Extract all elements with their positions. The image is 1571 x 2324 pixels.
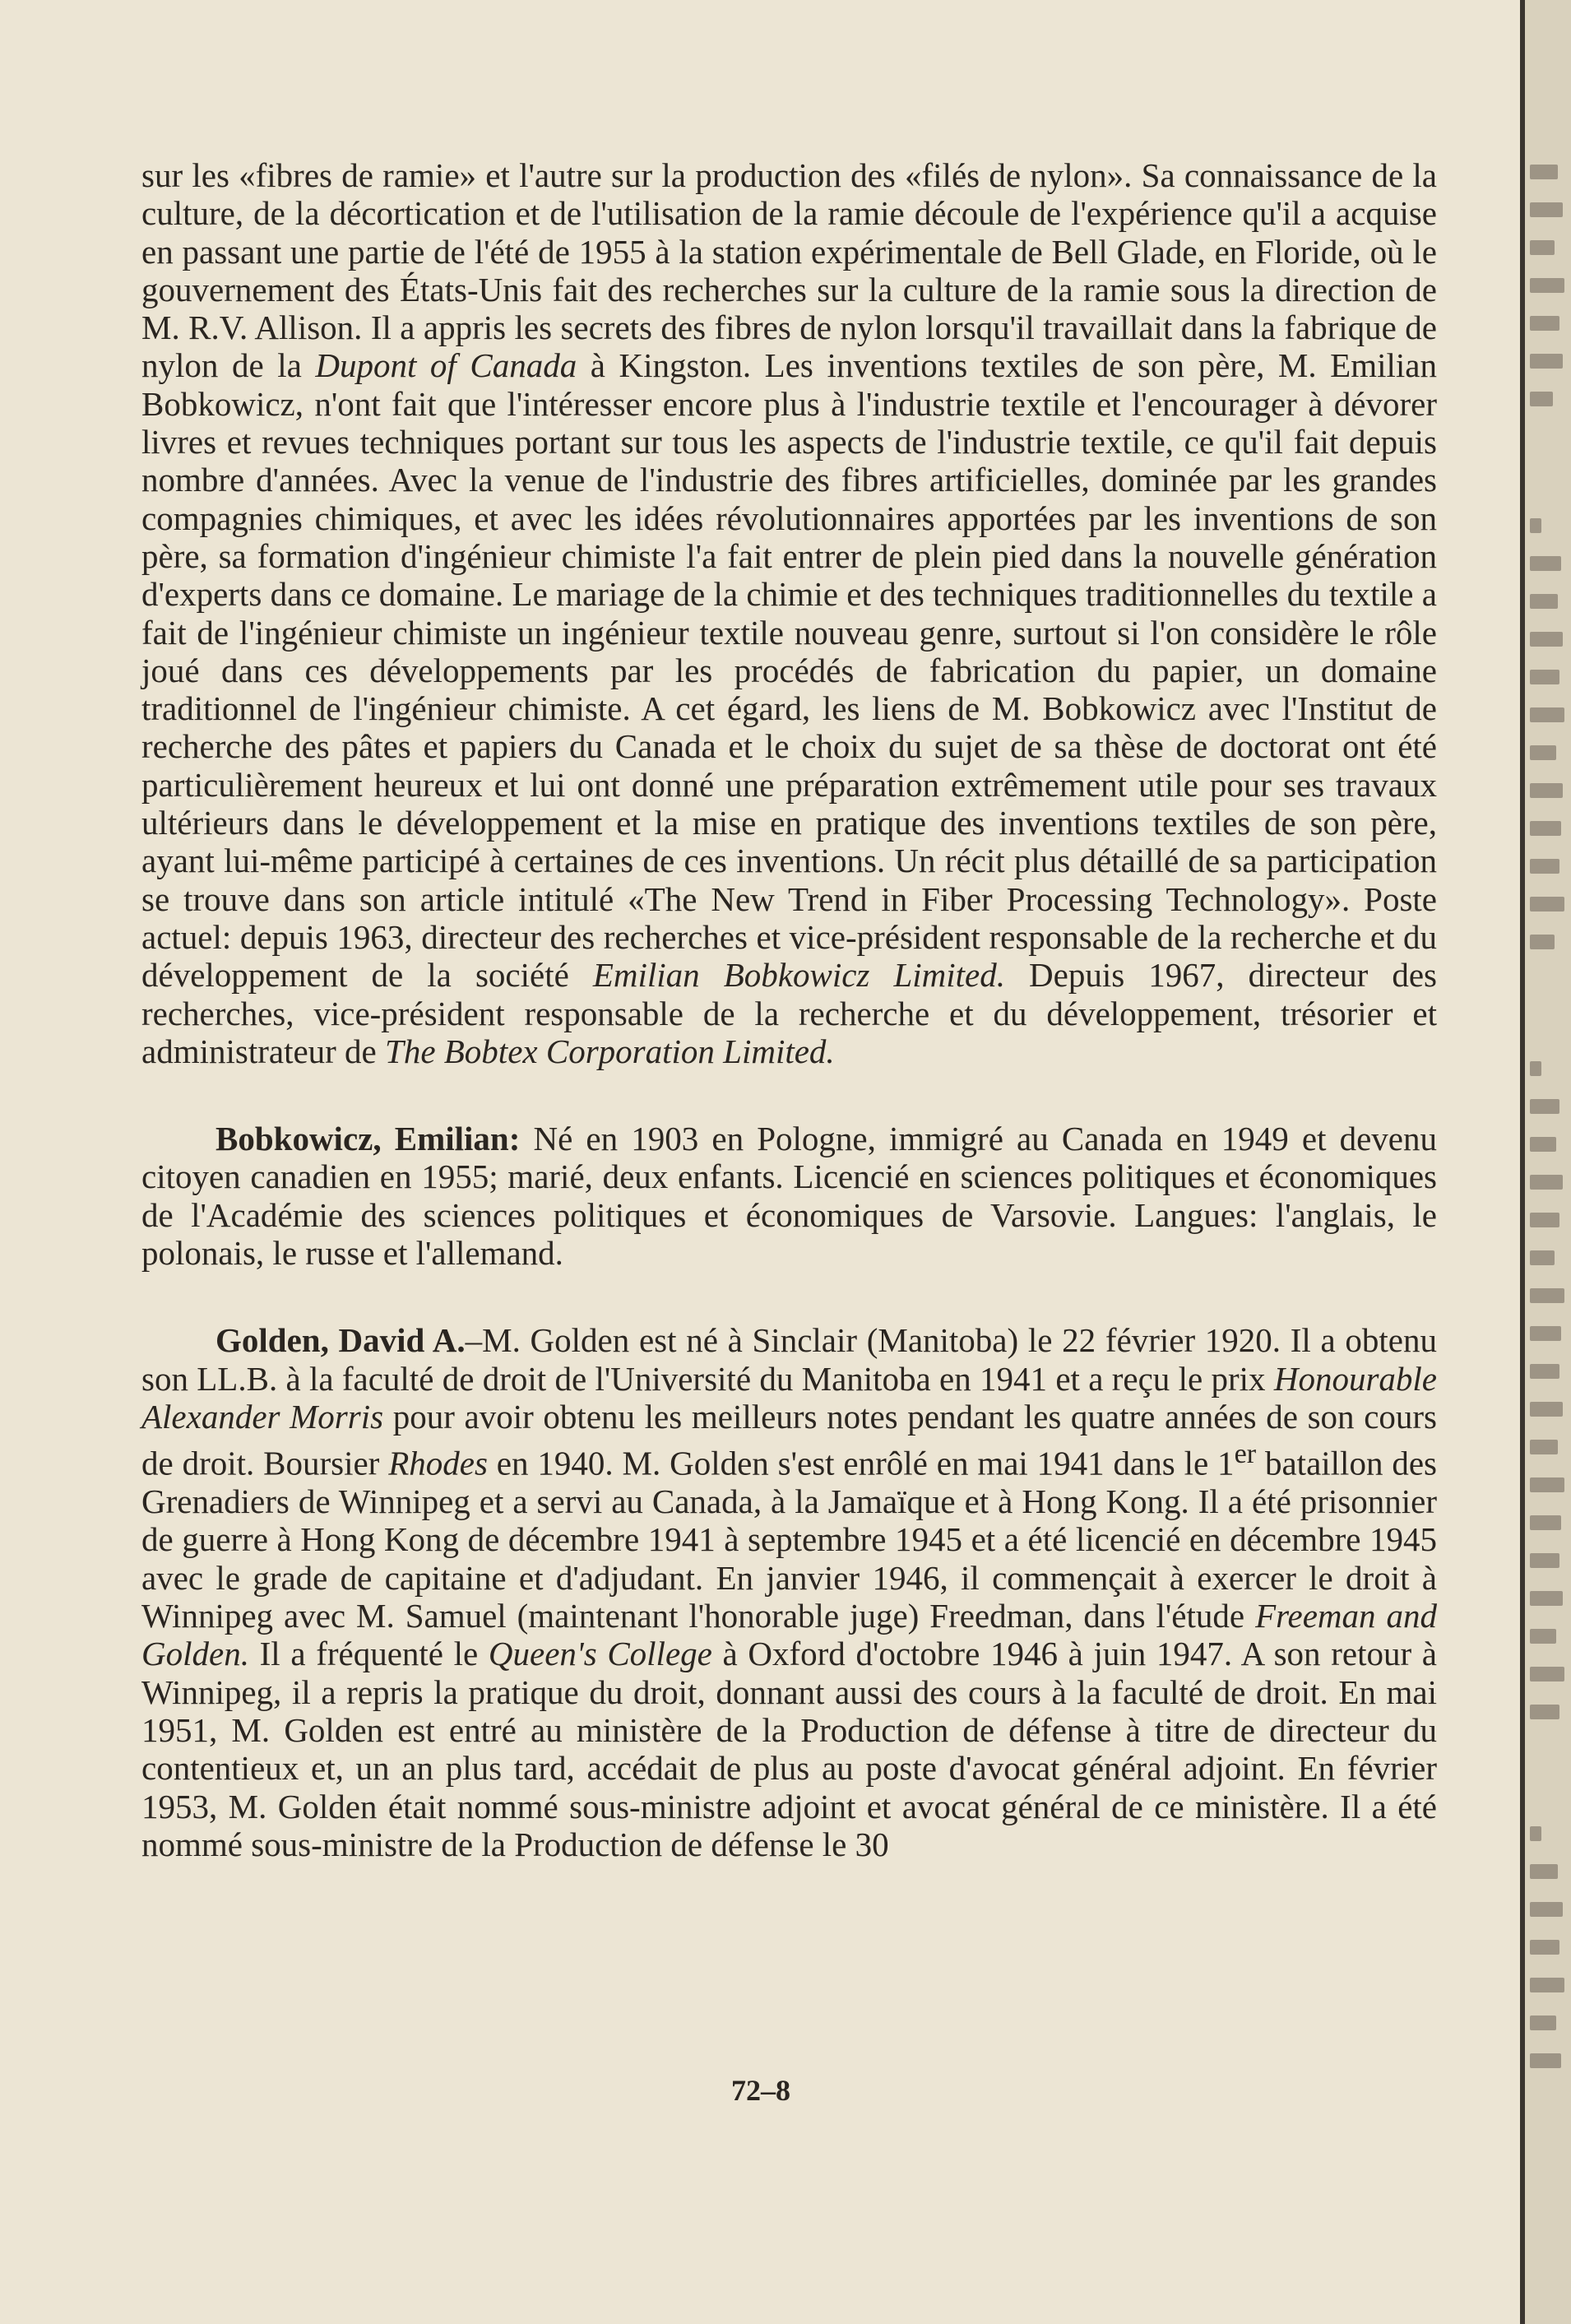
bleed-text-line: [1530, 935, 1555, 949]
bleed-text-line: [1530, 632, 1563, 647]
bleed-text-line: [1530, 1440, 1558, 1454]
bleed-text-line: [1530, 1099, 1559, 1114]
bleed-text-line: [1530, 1250, 1555, 1265]
bleed-text-line: [1530, 1978, 1564, 1992]
bleed-text-line: [1530, 316, 1559, 331]
body-text: [141, 156, 1437, 1863]
entry-name: Golden, David A.: [215, 1321, 466, 1360]
paragraph-gap: [141, 1272, 1437, 1321]
bleed-text-line: [1530, 1477, 1564, 1492]
bleed-text-line: [1530, 707, 1564, 722]
bleed-text-line: [1530, 897, 1564, 912]
bleed-text-line: [1530, 1402, 1563, 1417]
bleed-text-line: [1530, 859, 1559, 874]
bleed-text-line: [1530, 1288, 1564, 1303]
bleed-text-line: [1530, 1364, 1559, 1379]
bleed-text-line: [1530, 278, 1564, 293]
bleed-text-line: [1530, 518, 1541, 533]
page-number: 72–8: [731, 2074, 790, 2107]
bleed-text-line: [1530, 392, 1553, 406]
bleed-text-line: [1530, 745, 1556, 760]
bleed-text-line: [1530, 2053, 1561, 2068]
bleed-text-line: [1530, 1826, 1541, 1841]
bleed-text-line: [1530, 1667, 1564, 1682]
bleed-text-line: [1530, 165, 1558, 179]
bleed-text-line: [1530, 1515, 1561, 1530]
bleed-text-line: [1530, 1864, 1558, 1879]
paragraph-gap: [141, 1070, 1437, 1120]
entry-david-golden: Golden, David A.–M. Golden est né à Sinclair (Manitoba) le 22 février 1920. Il a obtenu son LL.B. à la faculté de droit de l'Université du Manitoba en 1941 et a reçu le prix Honourable Alexander Morris pour avoir obtenu les meilleurs notes pendant les quatre années de son cours de droit. Boursier Rhodes en 1940. M. Golden s'est enrôlé en mai 1941 dans le 1er bataillon des Grenadiers de Winnipeg et a servi au Canada, à la Jamaïque et à Hong Kong. Il a été prisonnier de guerre à Hong Kong de décembre 1941 à septembre 1945 et a été licencié en décembre 1945 avec le grade de capitaine et d'adjudant. En janvier 1946, il commençait à exercer le droit à Winnipeg avec M. Samuel (maintenant l'honorable juge) Freedman, dans l'étude Freeman and Golden. Il a fréquenté le Queen's College à Oxford d'octobre 1946 à juin 1947. A son retour à Winnipeg, il a repris la pratique du droit, donnant aussi des cours à la faculté de droit. En mai 1951, M. Golden est entré au ministère de la Production de défense à titre de directeur du contentieux et, un an plus tard, accédait de plus au poste d'avocat général adjoint. En février 1953, M. Golden était nommé sous-ministre adjoint et avocat général de ce ministère. Il a été nommé sous-ministre de la Production de défense le 30: [141, 1321, 1438, 1863]
bleed-text-line: [1530, 2016, 1556, 2030]
bleed-text-line: [1530, 1137, 1556, 1152]
bleed-text-line: [1530, 783, 1563, 798]
bleed-text-line: [1530, 202, 1563, 217]
adjacent-page-edge: [1525, 0, 1571, 2324]
entry-name: Bobkowicz, Emilian:: [215, 1120, 521, 1158]
bleed-text-line: [1530, 1902, 1563, 1917]
bleed-text-line: [1530, 1213, 1559, 1227]
bleed-text-line: [1530, 1940, 1559, 1955]
bleed-text-line: [1530, 1629, 1556, 1644]
entry-emilian-bobkowicz: Bobkowicz, Emilian: Né en 1903 en Pologne, immigré au Canada en 1949 et devenu citoyen canadien en 1955; marié, deux enfants. Licencié en sciences politiques et économiques de l'Académie des sciences politiques et économiques de Varsovie. Langues: l'anglais, le polonais, le russe et l'allemand.: [141, 1120, 1437, 1273]
bleed-text-line: [1530, 1175, 1563, 1190]
bleed-text-line: [1530, 354, 1563, 369]
bleed-text-line: [1530, 240, 1555, 255]
bleed-text-line: [1530, 556, 1561, 571]
bleed-text-line: [1530, 1705, 1559, 1719]
bleed-text-line: [1530, 1553, 1559, 1568]
bleed-text-line: [1530, 1591, 1563, 1606]
bleed-text-line: [1530, 1326, 1561, 1341]
bleed-text-line: [1530, 821, 1561, 836]
paragraph-bobkowicz-continued: sur les «fibres de ramie» et l'autre sur la production des «filés de nylon». Sa connaissance de la culture, de la décortication et de l'utilisation de la ramie découle de l'expérience qu'il a acquise en passant une partie de l'été de 1955 à la station expérimentale de Bell Glade, en Floride, où le gouvernement des États-Unis fait des recherches sur la culture de la ramie sous la direction de M. R.V. Allison. Il a appris les secrets des fibres de nylon lorsqu'il travaillait dans la fabrique de nylon de la Dupont of Canada à Kingston. Les inventions textiles de son père, M. Emilian Bobkowicz, n'ont fait que l'intéresser encore plus à l'industrie textile et l'encourager à dévorer livres et revues techniques portant sur tous les aspects de l'industrie textile, ce qu'il fait depuis nombre d'années. Avec la venue de l'industrie des fibres artificielles, dominée par les grandes compagnies chimiques, et avec les idées révolutionnaires apportées par les inventions de son père, sa formation d'ingénieur chimiste l'a fait entrer de plein pied dans la nouvelle génération d'experts dans ce domaine. Le mariage de la chimie et des techniques traditionnelles du textile a fait de l'ingénieur chimiste un ingénieur textile nouveau genre, surtout si l'on considère le rôle joué dans ces développements par les procédés de fabrication du papier, un domaine traditionnel de l'ingénieur chimiste. A cet égard, les liens de M. Bobkowicz avec l'Institut de recherche des pâtes et papiers du Canada et le choix du sujet de sa thèse de doctorat ont été particulièrement heureux et lui ont donné une préparation extrêmement utile pour ses travaux ultérieurs dans le développement et la mise en pratique des inventions textiles de son père, ayant lui-même participé à certaines de ces inventions. Un récit plus détaillé de sa participation se trouve dans son article intitulé «The New Trend in Fiber Processing Technology». Poste actuel: depuis 1963, directeur des recherches et vice-président responsable de la recherche et du développement de la société Emilian Bobkowicz Limited. Depuis 1967, directeur des recherches, vice-président responsable de la recherche et du développement, trésorier et administrateur de The Bobtex Corporation Limited.: [141, 156, 1437, 1070]
bleed-text-line: [1530, 594, 1558, 609]
bleed-text-line: [1530, 1061, 1541, 1076]
bleed-text-line: [1530, 670, 1559, 684]
